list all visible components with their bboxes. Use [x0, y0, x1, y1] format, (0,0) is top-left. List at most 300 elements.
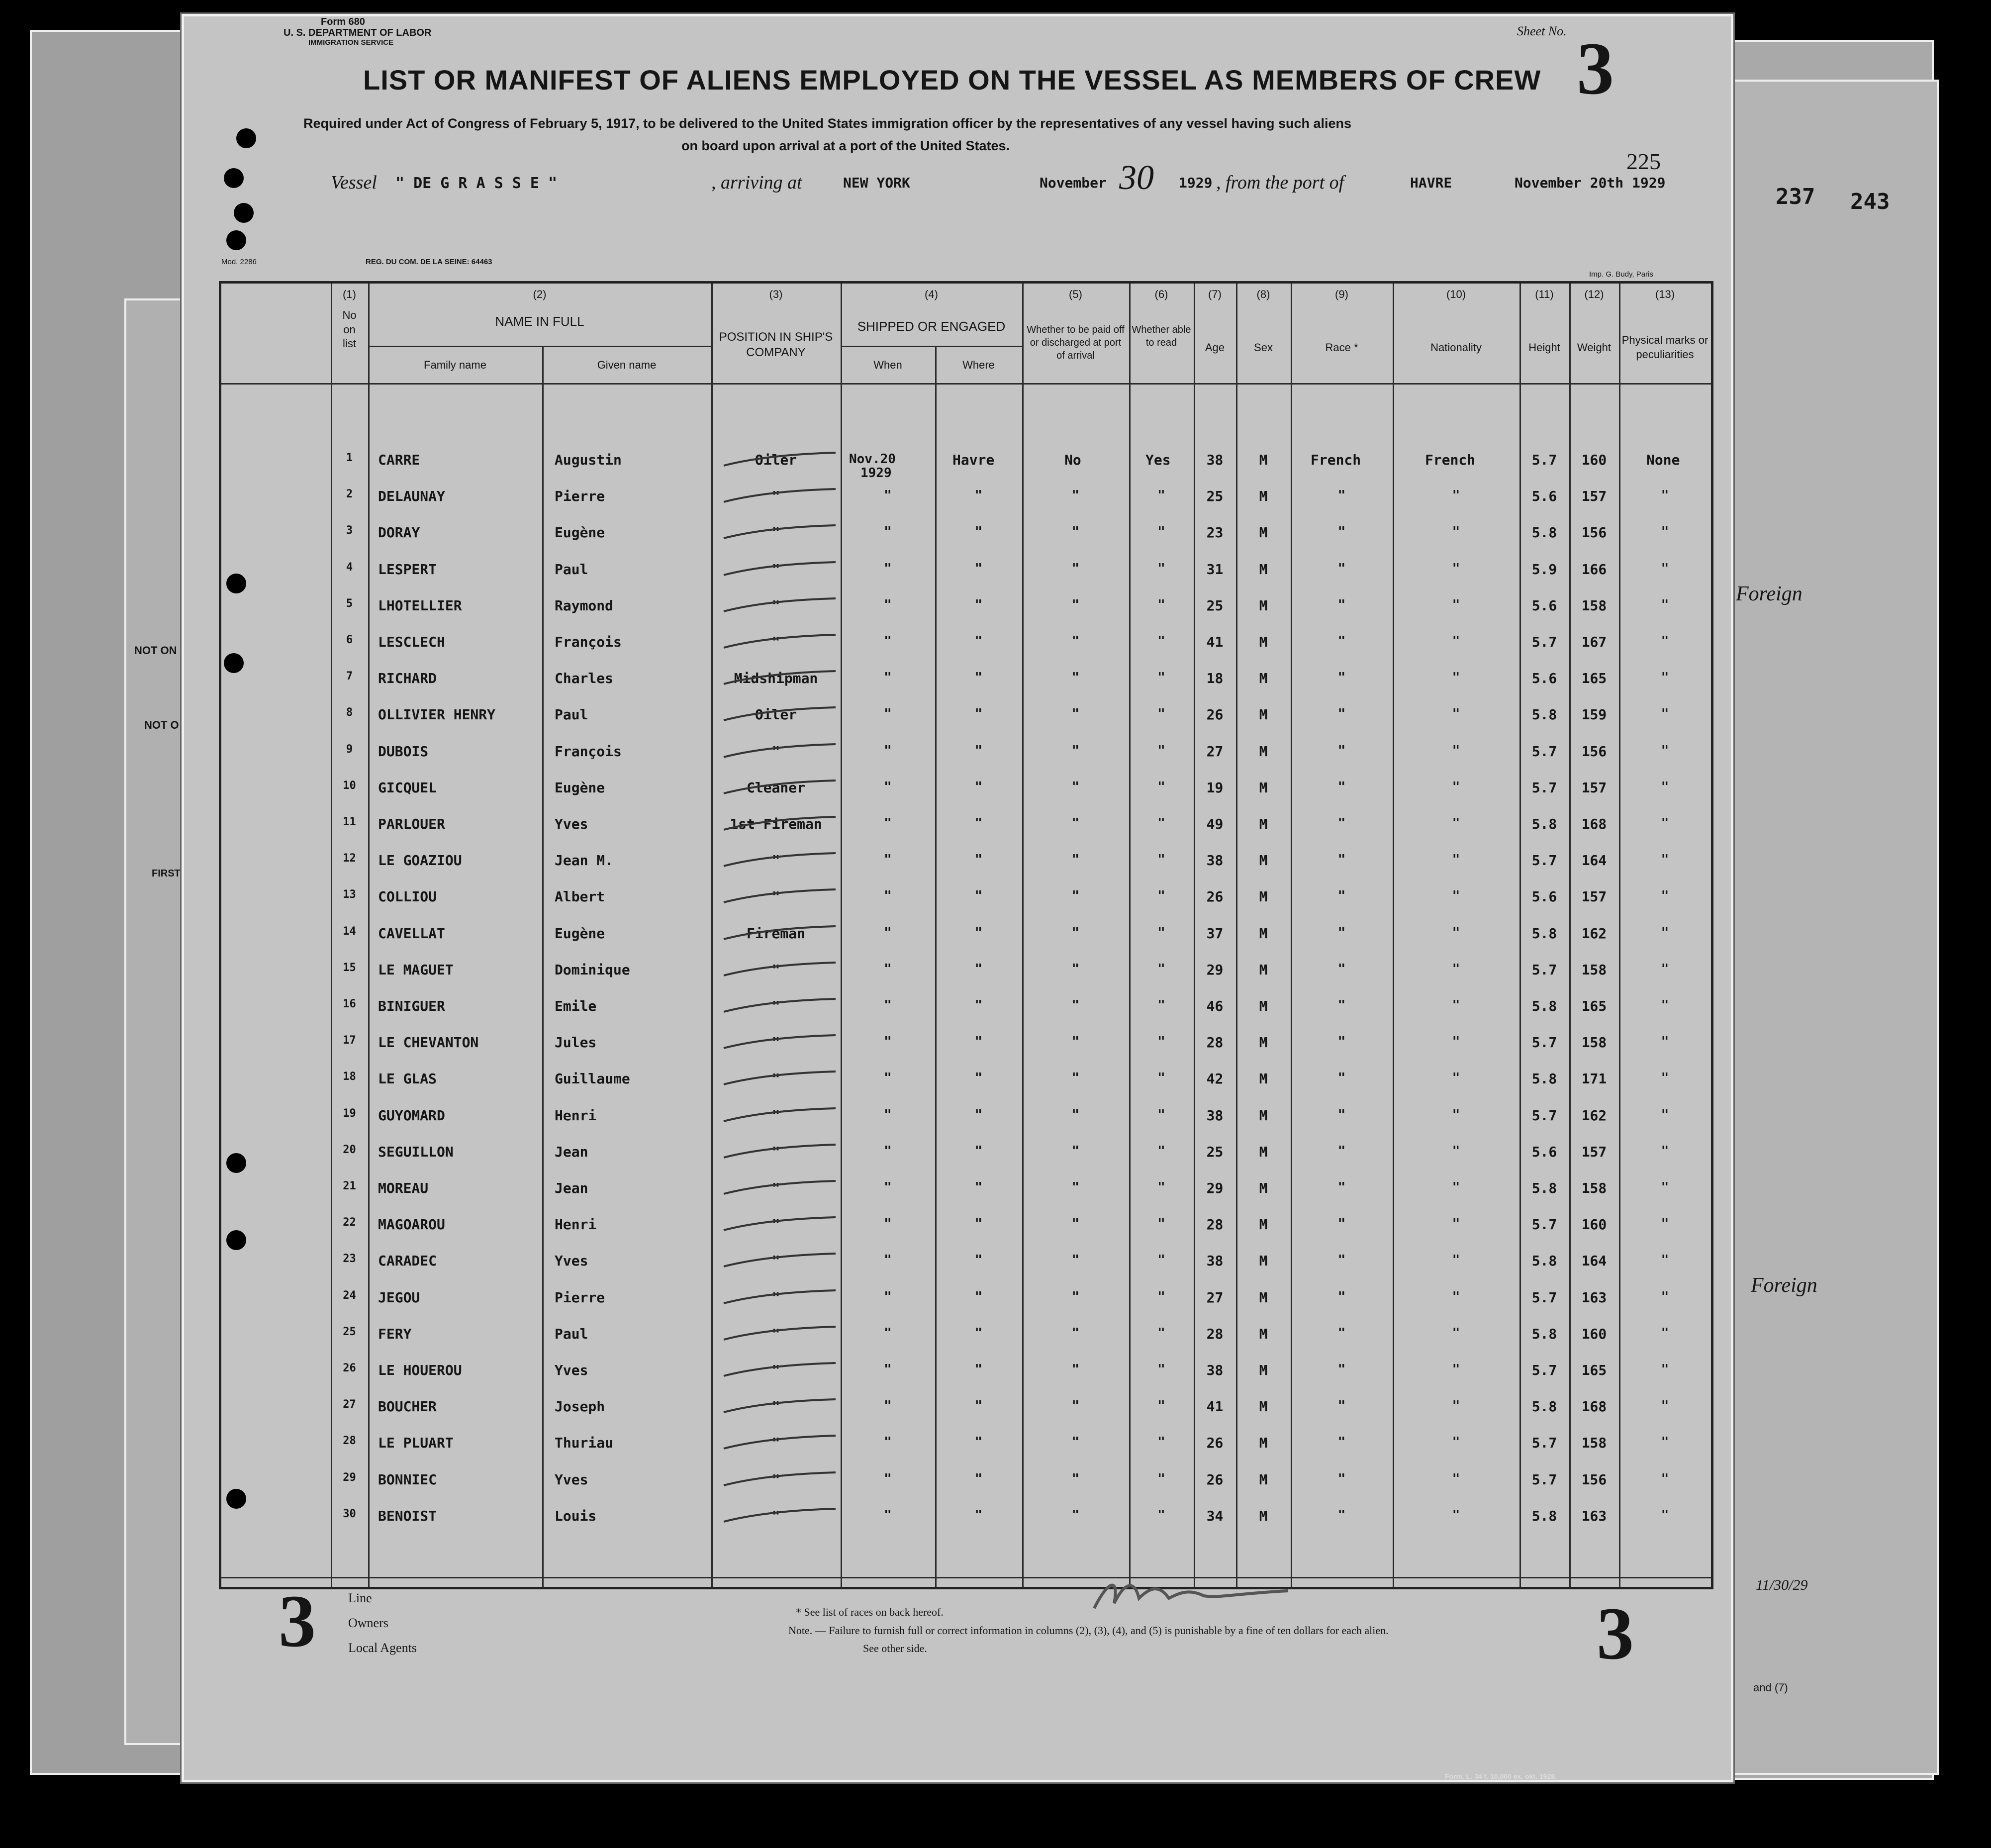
weight: 160 [1581, 1326, 1607, 1342]
ditto-marks: " [1661, 1253, 1669, 1267]
position: " [771, 1326, 780, 1342]
given-name: Eugène [555, 524, 605, 541]
family-name: SEGUILLON [378, 1144, 454, 1160]
pencil-check-mark [721, 559, 841, 579]
form-subtitle-2: on board upon arrival at a port of the United States. [681, 138, 1010, 153]
height: 5.8 [1531, 706, 1557, 723]
pencil-check-mark [721, 1360, 841, 1380]
col-3-header: POSITION IN SHIP'S COMPANY [719, 330, 833, 360]
ditto-paid-off: " [1071, 597, 1080, 612]
height: 5.7 [1531, 1289, 1557, 1306]
punch-hole [226, 230, 246, 250]
age: 26 [1206, 888, 1224, 905]
height: 5.7 [1531, 779, 1557, 796]
position: " [771, 1180, 780, 1196]
ditto-marks: " [1661, 1216, 1669, 1231]
weight: 164 [1581, 852, 1607, 869]
col-10-num: (10) [1446, 288, 1466, 300]
footer-note-penalty: Note. — Failure to furnish full or correct information in columns (2), (3), (4), and (5) is punishable by a fine of ten dollars for each alien. [788, 1624, 1389, 1637]
ditto-marks: " [1661, 852, 1669, 867]
position: " [771, 888, 780, 905]
crew-table [219, 281, 1713, 1589]
age: 41 [1206, 1398, 1224, 1415]
family-name: LHOTELLIER [378, 597, 462, 614]
position: Midshipman [734, 670, 818, 686]
position: " [771, 1435, 780, 1451]
ditto-when: " [884, 1253, 892, 1267]
ditto-marks: " [1661, 706, 1669, 721]
col-13-header: Physical marks or peculiarities [1621, 334, 1708, 361]
ditto-read: " [1157, 706, 1165, 721]
ditto-when: " [884, 852, 892, 867]
given-name: Thuriau [555, 1435, 614, 1451]
given-name: Jules [555, 1034, 597, 1051]
ditto-read: " [1157, 852, 1165, 867]
bg-right-fragment: and (7) [1753, 1681, 1788, 1694]
given-name: Paul [555, 1326, 588, 1342]
sex: M [1259, 888, 1268, 905]
given-name: Eugène [555, 925, 605, 942]
sex: M [1259, 1107, 1268, 1124]
position: " [771, 1070, 780, 1087]
ditto-paid-off: " [1071, 1034, 1080, 1049]
given-name: Yves [555, 1253, 588, 1269]
ditto-read: " [1157, 1253, 1165, 1267]
family-name: JEGOU [378, 1289, 420, 1306]
position: Oiler [755, 706, 797, 723]
age: 19 [1206, 779, 1224, 796]
ditto-paid-off: " [1071, 1326, 1080, 1341]
family-name: OLLIVIER HENRY [378, 706, 496, 723]
sex: M [1259, 597, 1268, 614]
height: 5.9 [1531, 561, 1557, 578]
family-name: LE GLAS [378, 1070, 437, 1087]
row-number: 6 [346, 634, 353, 646]
ditto-when: " [884, 670, 892, 685]
col-7-header: Age [1205, 341, 1225, 354]
height: 5.6 [1531, 888, 1557, 905]
age: 38 [1206, 1362, 1224, 1378]
ditto-race: " [1337, 1253, 1346, 1267]
row-number: 16 [343, 998, 356, 1010]
position: " [771, 524, 780, 541]
ditto-nationality: " [1452, 1107, 1460, 1122]
ditto-read: " [1157, 1471, 1165, 1486]
ditto-where: " [974, 1216, 983, 1231]
ditto-race: " [1337, 1435, 1346, 1450]
weight: 158 [1581, 597, 1607, 614]
ditto-when: " [884, 524, 892, 539]
col-11-num: (11) [1535, 288, 1554, 300]
position: " [771, 561, 780, 578]
ditto-where: " [974, 925, 983, 940]
ditto-where: " [974, 597, 983, 612]
ditto-race: " [1337, 1070, 1346, 1085]
family-name: LESPERT [378, 561, 437, 578]
age: 25 [1206, 488, 1224, 504]
ditto-marks: " [1661, 1398, 1669, 1413]
ditto-race: " [1337, 670, 1346, 685]
height: 5.8 [1531, 1508, 1557, 1524]
ditto-nationality: " [1452, 888, 1460, 903]
given-name: Jean [555, 1144, 588, 1160]
weight: 168 [1581, 816, 1607, 832]
ditto-where: " [974, 779, 983, 794]
col-9-header: Race * [1325, 341, 1358, 354]
weight: 158 [1581, 1435, 1607, 1451]
position: " [771, 1362, 780, 1378]
footer-agents-label: Local Agents [348, 1641, 417, 1655]
row-1-when-year: 1929 [860, 466, 892, 481]
given-name: Raymond [555, 597, 614, 614]
ditto-paid-off: " [1071, 888, 1080, 903]
ditto-where: " [974, 743, 983, 758]
row-number: 10 [343, 779, 356, 792]
row-number: 8 [346, 706, 353, 719]
position: " [771, 962, 780, 978]
form-number: Form 680 [321, 16, 365, 27]
ditto-paid-off: " [1071, 1180, 1080, 1195]
age: 27 [1206, 743, 1224, 760]
ditto-race: " [1337, 524, 1346, 539]
position: " [771, 852, 780, 869]
weight: 163 [1581, 1508, 1607, 1524]
given-name: Pierre [555, 488, 605, 504]
ditto-marks: " [1661, 925, 1669, 940]
ditto-read: " [1157, 1362, 1165, 1377]
weight: 157 [1581, 1144, 1607, 1160]
ditto-marks: " [1661, 888, 1669, 903]
bg-margin-first: FIRST [152, 868, 181, 879]
ditto-marks: " [1661, 743, 1669, 758]
departure-date: November 20th 1929 [1515, 175, 1666, 191]
age: 31 [1206, 561, 1224, 578]
row-number: 17 [343, 1034, 356, 1047]
sex: M [1259, 962, 1268, 978]
pencil-check-mark [721, 1324, 841, 1344]
ditto-nationality: " [1452, 1398, 1460, 1413]
sex: M [1259, 1253, 1268, 1269]
ditto-marks: " [1661, 1144, 1669, 1159]
ditto-nationality: " [1452, 488, 1460, 503]
row-number: 13 [343, 888, 356, 901]
ditto-nationality: " [1452, 816, 1460, 831]
sex: M [1259, 1435, 1268, 1451]
footer-sheet-number-left: 3 [279, 1580, 316, 1662]
family-name: BINIGUER [378, 998, 445, 1014]
row-number: 11 [343, 816, 356, 828]
form-footer-print: Form. L. 34 f. 10,000 ex. okt. 1928. [1445, 1772, 1557, 1780]
ditto-marks: " [1661, 597, 1669, 612]
row-number: 9 [346, 743, 353, 756]
ditto-when: " [884, 597, 892, 612]
ditto-nationality: " [1452, 1471, 1460, 1486]
height: 5.8 [1531, 816, 1557, 832]
sex: M [1259, 1471, 1268, 1488]
ditto-when: " [884, 1034, 892, 1049]
age: 25 [1206, 1144, 1224, 1160]
col-2-num: (2) [533, 288, 547, 300]
age: 27 [1206, 1289, 1224, 1306]
sex: M [1259, 561, 1268, 578]
col-1-header: No on list [342, 309, 357, 350]
height: 5.7 [1531, 452, 1557, 468]
position: Fireman [746, 925, 805, 942]
position: " [771, 1034, 780, 1051]
ditto-read: " [1157, 743, 1165, 758]
family-name: DORAY [378, 524, 420, 541]
pencil-check-mark [721, 595, 841, 615]
ditto-paid-off: " [1071, 561, 1080, 576]
family-name: BONNIEC [378, 1471, 437, 1488]
ditto-when: " [884, 634, 892, 649]
ditto-where: " [974, 888, 983, 903]
age: 29 [1206, 1180, 1224, 1196]
bg-number-237: 237 [1776, 184, 1815, 209]
ditto-when: " [884, 706, 892, 721]
form-subtitle-1: Required under Act of Congress of February 5, 1917, to be delivered to the United States immigration officer by the representatives of any vessel having such aliens [303, 116, 1352, 131]
ditto-when: " [884, 962, 892, 976]
row-number: 19 [343, 1107, 356, 1120]
given-name: Paul [555, 706, 588, 723]
pencil-check-mark [721, 1287, 841, 1307]
ditto-read: " [1157, 1289, 1165, 1304]
footer-note-see-other-side: See other side. [863, 1642, 927, 1654]
col-5-header: Whether to be paid off or discharged at port of arrival [1027, 324, 1125, 361]
ditto-paid-off: " [1071, 1216, 1080, 1231]
given-name: Jean M. [555, 852, 614, 869]
ditto-race: " [1337, 597, 1346, 612]
family-name: CARADEC [378, 1253, 437, 1269]
sex: M [1259, 779, 1268, 796]
age: 42 [1206, 1070, 1224, 1087]
ditto-nationality: " [1452, 597, 1460, 612]
col-2-header: NAME IN FULL [495, 314, 584, 329]
given-name: Henri [555, 1107, 597, 1124]
ditto-paid-off: " [1071, 706, 1080, 721]
sex: M [1259, 743, 1268, 760]
row-number: 14 [343, 925, 356, 938]
pencil-check-mark [721, 632, 841, 652]
ditto-nationality: " [1452, 1034, 1460, 1049]
sex: M [1259, 670, 1268, 686]
height: 5.8 [1531, 524, 1557, 541]
age: 28 [1206, 1216, 1224, 1233]
sex: M [1259, 1362, 1268, 1378]
ditto-race: " [1337, 1216, 1346, 1231]
pencil-check-mark [721, 960, 841, 979]
department-name: U. S. DEPARTMENT OF LABOR [284, 27, 432, 38]
ditto-paid-off: " [1071, 488, 1080, 503]
arriving-label: , arriving at [711, 172, 802, 193]
weight: 159 [1581, 706, 1607, 723]
ditto-marks: " [1661, 1180, 1669, 1195]
weight: 164 [1581, 1253, 1607, 1269]
ditto-nationality: " [1452, 1144, 1460, 1159]
pencil-check-mark [721, 668, 841, 688]
height: 5.7 [1531, 1471, 1557, 1488]
pencil-check-mark [721, 850, 841, 870]
ditto-paid-off: " [1071, 779, 1080, 794]
age: 26 [1206, 1435, 1224, 1451]
pencil-check-mark [721, 1506, 841, 1526]
col-2a-header: Family name [424, 359, 486, 371]
position: " [771, 597, 780, 614]
row-1-when: Nov.20 [849, 452, 896, 467]
ditto-where: " [974, 1289, 983, 1304]
pencil-check-mark [721, 1251, 841, 1270]
family-name: DELAUNAY [378, 488, 445, 504]
position: " [771, 488, 780, 504]
col-10-header: Nationality [1430, 341, 1482, 354]
ditto-nationality: " [1452, 1326, 1460, 1341]
family-name: COLLIOU [378, 888, 437, 905]
ditto-where: " [974, 706, 983, 721]
given-name: Yves [555, 816, 588, 832]
weight: 168 [1581, 1398, 1607, 1415]
row-number: 24 [343, 1289, 356, 1302]
ditto-paid-off: " [1071, 962, 1080, 976]
ditto-race: " [1337, 1144, 1346, 1159]
height: 5.7 [1531, 852, 1557, 869]
ditto-paid-off: " [1071, 1471, 1080, 1486]
given-name: Guillaume [555, 1070, 630, 1087]
weight: 160 [1581, 1216, 1607, 1233]
ditto-marks: " [1661, 1508, 1669, 1523]
age: 26 [1206, 706, 1224, 723]
vessel-name: " DE G R A S S E " [395, 175, 558, 192]
family-name: LE PLUART [378, 1435, 454, 1451]
ditto-nationality: " [1452, 634, 1460, 649]
ditto-where: " [974, 1326, 983, 1341]
ditto-marks: " [1661, 998, 1669, 1013]
ditto-paid-off: " [1071, 998, 1080, 1013]
ditto-read: " [1157, 1034, 1165, 1049]
ditto-nationality: " [1452, 1216, 1460, 1231]
family-name: GUYOMARD [378, 1107, 445, 1124]
row-number: 27 [343, 1398, 356, 1411]
position: " [771, 1508, 780, 1524]
height: 5.7 [1531, 1034, 1557, 1051]
ditto-read: " [1157, 1216, 1165, 1231]
row-1-marks: None [1646, 452, 1680, 468]
col-3-num: (3) [769, 288, 783, 300]
ditto-paid-off: " [1071, 1144, 1080, 1159]
height: 5.7 [1531, 634, 1557, 650]
row-1-where: Havre [952, 452, 995, 468]
row-number: 29 [343, 1471, 356, 1484]
ditto-paid-off: " [1071, 1070, 1080, 1085]
ditto-read: " [1157, 925, 1165, 940]
given-name: Augustin [555, 452, 622, 468]
row-number: 15 [343, 962, 356, 974]
sheet-number: 3 [1577, 27, 1614, 110]
height: 5.8 [1531, 998, 1557, 1014]
sex: M [1259, 634, 1268, 650]
ditto-nationality: " [1452, 561, 1460, 576]
pencil-check-mark [721, 450, 841, 470]
ditto-race: " [1337, 1362, 1346, 1377]
age: 38 [1206, 1107, 1224, 1124]
ditto-where: " [974, 561, 983, 576]
ditto-read: " [1157, 1107, 1165, 1122]
family-name: GICQUEL [378, 779, 437, 796]
sex: M [1259, 1216, 1268, 1233]
age: 41 [1206, 634, 1224, 650]
ditto-read: " [1157, 1398, 1165, 1413]
ditto-read: " [1157, 888, 1165, 903]
row-number: 7 [346, 670, 353, 682]
ditto-read: " [1157, 816, 1165, 831]
ditto-marks: " [1661, 779, 1669, 794]
given-name: Albert [555, 888, 605, 905]
row-number: 25 [343, 1326, 356, 1338]
ditto-race: " [1337, 962, 1346, 976]
col-4-header: SHIPPED OR ENGAGED [857, 319, 1006, 334]
given-name: Charles [555, 670, 614, 686]
sex: M [1259, 816, 1268, 832]
family-name: LE GOAZIOU [378, 852, 462, 869]
ditto-where: " [974, 524, 983, 539]
sex: M [1259, 1180, 1268, 1196]
col-12-num: (12) [1584, 288, 1604, 300]
pencil-check-mark [721, 1105, 841, 1125]
age: 38 [1206, 852, 1224, 869]
registry-number: REG. DU COM. DE LA SEINE: 64463 [366, 258, 492, 266]
ditto-marks: " [1661, 1107, 1669, 1122]
bg-margin-not-1: NOT ON [134, 644, 177, 657]
ditto-where: " [974, 1070, 983, 1085]
arrival-month: November [1040, 175, 1107, 191]
weight: 156 [1581, 524, 1607, 541]
sex: M [1259, 488, 1268, 504]
ditto-nationality: " [1452, 1070, 1460, 1085]
bg-number-243: 243 [1850, 189, 1890, 214]
col-9-num: (9) [1335, 288, 1348, 300]
family-name: BOUCHER [378, 1398, 437, 1415]
ditto-race: " [1337, 1107, 1346, 1122]
ditto-race: " [1337, 1326, 1346, 1341]
ditto-when: " [884, 779, 892, 794]
ditto-read: " [1157, 1326, 1165, 1341]
given-name: Yves [555, 1362, 588, 1378]
ditto-race: " [1337, 925, 1346, 940]
ditto-when: " [884, 1107, 892, 1122]
family-name: PARLOUER [378, 816, 445, 832]
pencil-check-mark [721, 486, 841, 506]
age: 37 [1206, 925, 1224, 942]
ditto-where: " [974, 1034, 983, 1049]
age: 34 [1206, 1508, 1224, 1524]
ditto-nationality: " [1452, 1180, 1460, 1195]
ditto-read: " [1157, 962, 1165, 976]
ditto-paid-off: " [1071, 852, 1080, 867]
ditto-marks: " [1661, 1326, 1669, 1341]
row-1-race: French [1311, 452, 1361, 468]
age: 23 [1206, 524, 1224, 541]
bg-margin-not-2: NOT O [144, 719, 179, 731]
col-4a-header: When [873, 359, 902, 371]
ditto-read: " [1157, 597, 1165, 612]
pencil-check-mark [721, 704, 841, 724]
height: 5.7 [1531, 1362, 1557, 1378]
row-number: 23 [343, 1253, 356, 1265]
age: 25 [1206, 597, 1224, 614]
ditto-nationality: " [1452, 925, 1460, 940]
position: " [771, 1144, 780, 1160]
age: 18 [1206, 670, 1224, 686]
ditto-paid-off: " [1071, 1253, 1080, 1267]
